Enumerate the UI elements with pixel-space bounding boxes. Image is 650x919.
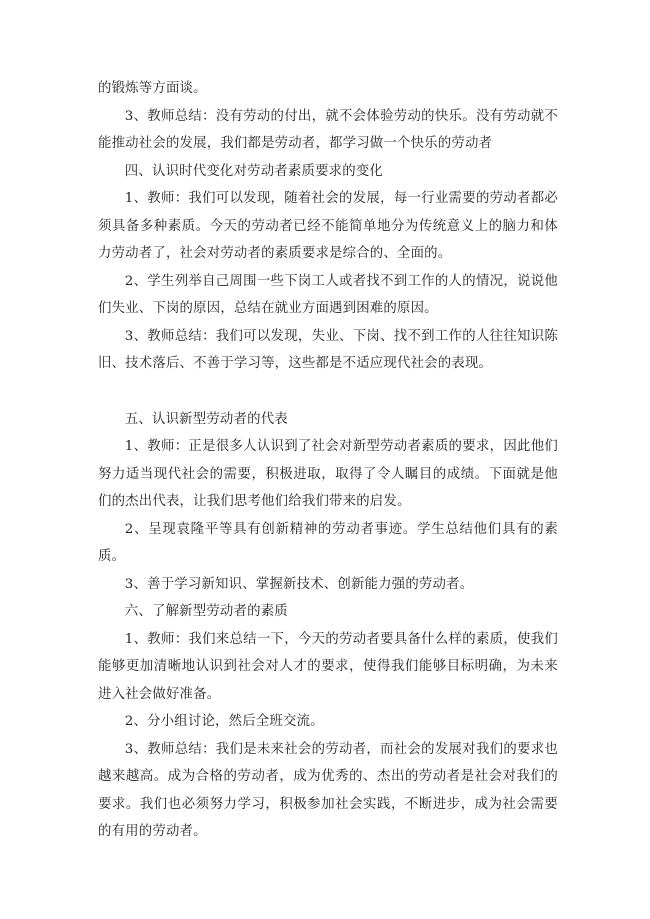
paragraph-section6-item3: 3、教师总结：我们是未来社会的劳动者，而社会的发展对我们的要求也越来越高。成为合格的劳动者，成为优秀的、杰出的劳动者是社会对我们的要求。我们也必须努力学习，积极参加社会实践，不断进步，成为社会需要的有用的劳动者。 — [98, 741, 558, 839]
paragraph-section5-item2: 2、呈现袁隆平等具有创新精神的劳动者事迹。学生总结他们具有的素质。 — [98, 521, 558, 564]
paragraph-continuation: 的锻炼等方面谈。 — [98, 81, 207, 96]
section-heading-6: 六、了解新型劳动者的素质 — [124, 604, 288, 619]
paragraph-section6-item1: 1、教师：我们来总结一下，今天的劳动者要具备什么样的素质，使我们能够更加清晰地认识到社会对人才的要求，使得我们能够目标明确，为未来进入社会做好准备。 — [98, 631, 558, 702]
section-heading-5: 五、认识新型劳动者的代表 — [124, 411, 288, 427]
paragraph-section6-item2: 2、分小组讨论，然后全班交流。 — [124, 714, 324, 729]
document-body — [98, 75, 558, 846]
paragraph-section4-item2: 2、学生列举自己周围一些下岗工人或者找不到工作的人的情况，说说他们失业、下岗的原因，总结在就业方面遇到困难的原因。 — [98, 273, 558, 316]
paragraph-teacher-summary-labor-joy: 3、教师总结：没有劳动的付出，就不会体验劳动的快乐。没有劳动就不能推动社会的发展，我们都是劳动者，都学习做一个快乐的劳动者 — [98, 108, 558, 151]
paragraph-section4-item3: 3、教师总结：我们可以发现，失业、下岗、找不到工作的人往往知识陈旧、技术落后、不善于学习等，这些都是不适应现代社会的表现。 — [98, 328, 558, 371]
section-heading-4: 四、认识时代变化对劳动者素质要求的变化 — [124, 163, 384, 179]
paragraph-spacer — [98, 378, 558, 406]
paragraph-section5-item1: 1、教师：正是很多人认识到了社会对新型劳动者素质的要求，因此他们努力适当现代社会的需要，积极进取，取得了令人瞩目的成绩。下面就是他们的杰出代表，让我们思考他们给我们带来的启发。 — [98, 439, 558, 509]
paragraph-section5-item3: 3、善于学习新知识、掌握新技术、创新能力强的劳动者。 — [124, 576, 474, 592]
paragraph-section4-item1: 1、教师：我们可以发现，随着社会的发展，每一行业需要的劳动者都必须具备多种素质。今天的劳动者已经不能简单地分为传统意义上的脑力和体力劳动者了，社会对劳动者的素质要求是综合的、全面的。 — [98, 191, 558, 261]
